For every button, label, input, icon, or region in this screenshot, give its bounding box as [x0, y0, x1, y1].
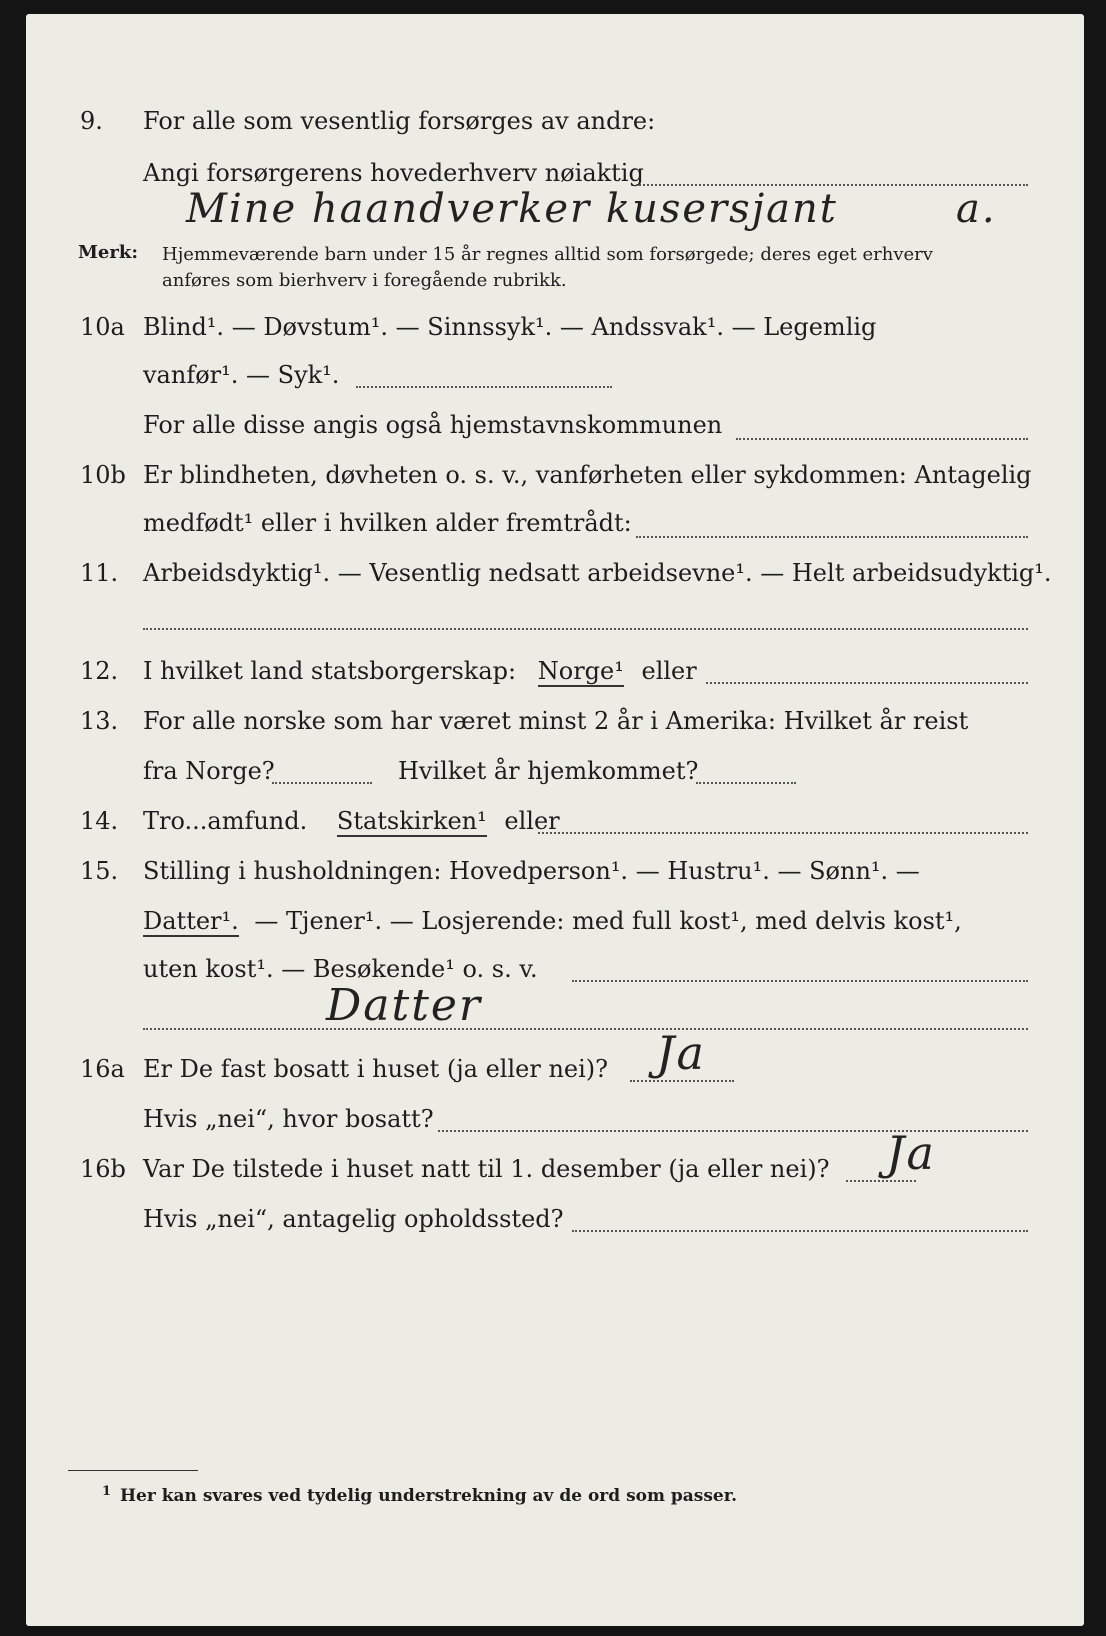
q16b-line2: Hvis „nei“, antagelig opholdssted? — [143, 1205, 564, 1233]
q15-line3: uten kost¹. — Besøkende¹ o. s. v. — [143, 955, 538, 983]
q14-trossamfund: Tro...amfund. — [143, 807, 308, 835]
q15-line2 — [143, 906, 962, 936]
q13-line2b: Hvilket år hjemkommet? — [398, 757, 699, 785]
q10a-line3: For alle disse angis også hjemstavnskommunen — [143, 411, 723, 439]
q12-number: 12. — [80, 657, 119, 685]
q16a-bosatt-fill-line — [438, 1130, 1028, 1132]
footnote-mark: 1 — [102, 1484, 112, 1499]
footnote-text: Her kan svares ved tydelig understrekning av de ord som passer. — [120, 1486, 738, 1506]
q9-line2: Angi forsørgerens hovederhverv nøiaktig — [143, 159, 644, 187]
q13-line2a: fra Norge? — [143, 757, 275, 785]
q16a-line2: Hvis „nei“, hvor bosatt? — [143, 1105, 434, 1133]
q10b-fill-line — [636, 536, 1028, 538]
q11-fill-line — [143, 628, 1028, 630]
q10a-syk-fill-line — [356, 386, 612, 388]
q12-norge-underlined: Norge¹ — [537, 657, 624, 685]
q13-reist-fill-line — [272, 782, 372, 784]
q15-answer-line — [143, 1028, 1028, 1030]
q15-number: 15. — [80, 857, 119, 885]
q11-number: 11. — [80, 559, 119, 587]
q9-line1: For alle som vesentlig forsørges av andre: — [143, 107, 656, 135]
footnote-divider — [68, 1470, 198, 1471]
merk-line2: anføres som bierhverv i foregående rubrikk. — [162, 270, 567, 291]
q10a-line2: vanfør¹. — Syk¹. — [143, 361, 340, 389]
q9-handwritten-suffix: a. — [956, 186, 997, 232]
q10b-line2: medfødt¹ eller i hvilken alder fremtrådt: — [143, 509, 632, 537]
q14-statskirken-underlined: Statskirken¹ — [336, 807, 487, 835]
q16b-line1: Var De tilstede i huset natt til 1. desember (ja eller nei)? — [143, 1155, 830, 1183]
q13-line1: For alle norske som har været minst 2 år i Amerika: Hvilket år reist — [143, 707, 969, 735]
q15-datter-underlined: Datter¹. — [143, 907, 239, 935]
q10a-hjemstavn-fill-line — [736, 438, 1028, 440]
q10a-line1: Blind¹. — Døvstum¹. — Sinnssyk¹. — Andssvak¹. — Legemlig — [143, 313, 877, 341]
q13-hjemkommet-fill-line — [696, 782, 796, 784]
census-form-page — [26, 14, 1084, 1626]
q16a-number: 16a — [80, 1055, 125, 1083]
merk-line1: Hjemmeværende barn under 15 år regnes alltid som forsørgede; deres eget erhverv — [162, 244, 933, 265]
q16b-fill-line — [846, 1180, 916, 1182]
q10a-number: 10a — [80, 313, 125, 341]
q16a-line1: Er De fast bosatt i huset (ja eller nei)? — [143, 1055, 609, 1083]
q14-line1 — [143, 806, 560, 836]
q12-eller: eller — [641, 657, 697, 685]
q15-line1: Stilling i husholdningen: Hovedperson¹. — Hustru¹. — Sønn¹. — — [143, 857, 920, 885]
q12-line1 — [143, 656, 697, 686]
q11-line1: Arbeidsdyktig¹. — Vesentlig nedsatt arbeidsevne¹. — Helt arbeidsudyktig¹. — [143, 559, 1052, 587]
q14-number: 14. — [80, 807, 119, 835]
q10b-number: 10b — [80, 461, 126, 489]
q12-fill-line — [706, 682, 1028, 684]
q16a-handwritten-answer: Ja — [656, 1026, 706, 1080]
merk-label: Merk: — [78, 242, 138, 263]
q15-handwritten-answer: Datter — [326, 980, 482, 1031]
q16b-handwritten-answer: Ja — [886, 1126, 936, 1180]
q16b-opholdssted-fill-line — [572, 1230, 1028, 1232]
q13-number: 13. — [80, 707, 119, 735]
q15-line2-rest: — Tjener¹. — Losjerende: med full kost¹, med delvis kost¹, — [254, 907, 962, 935]
q10b-line1: Er blindheten, døvheten o. s. v., vanførheten eller sykdommen: Antagelig — [143, 461, 1032, 489]
q12-question: I hvilket land statsborgerskap: — [143, 657, 517, 685]
q16a-fill-line — [630, 1080, 734, 1082]
q14-fill-line — [538, 832, 1028, 834]
q14-eller: eller — [504, 807, 560, 835]
q15-fill-line — [572, 980, 1028, 982]
q9-number: 9. — [80, 107, 103, 135]
q9-handwritten-answer: Mine haandverker kusersjant — [186, 186, 838, 232]
q16b-number: 16b — [80, 1155, 126, 1183]
